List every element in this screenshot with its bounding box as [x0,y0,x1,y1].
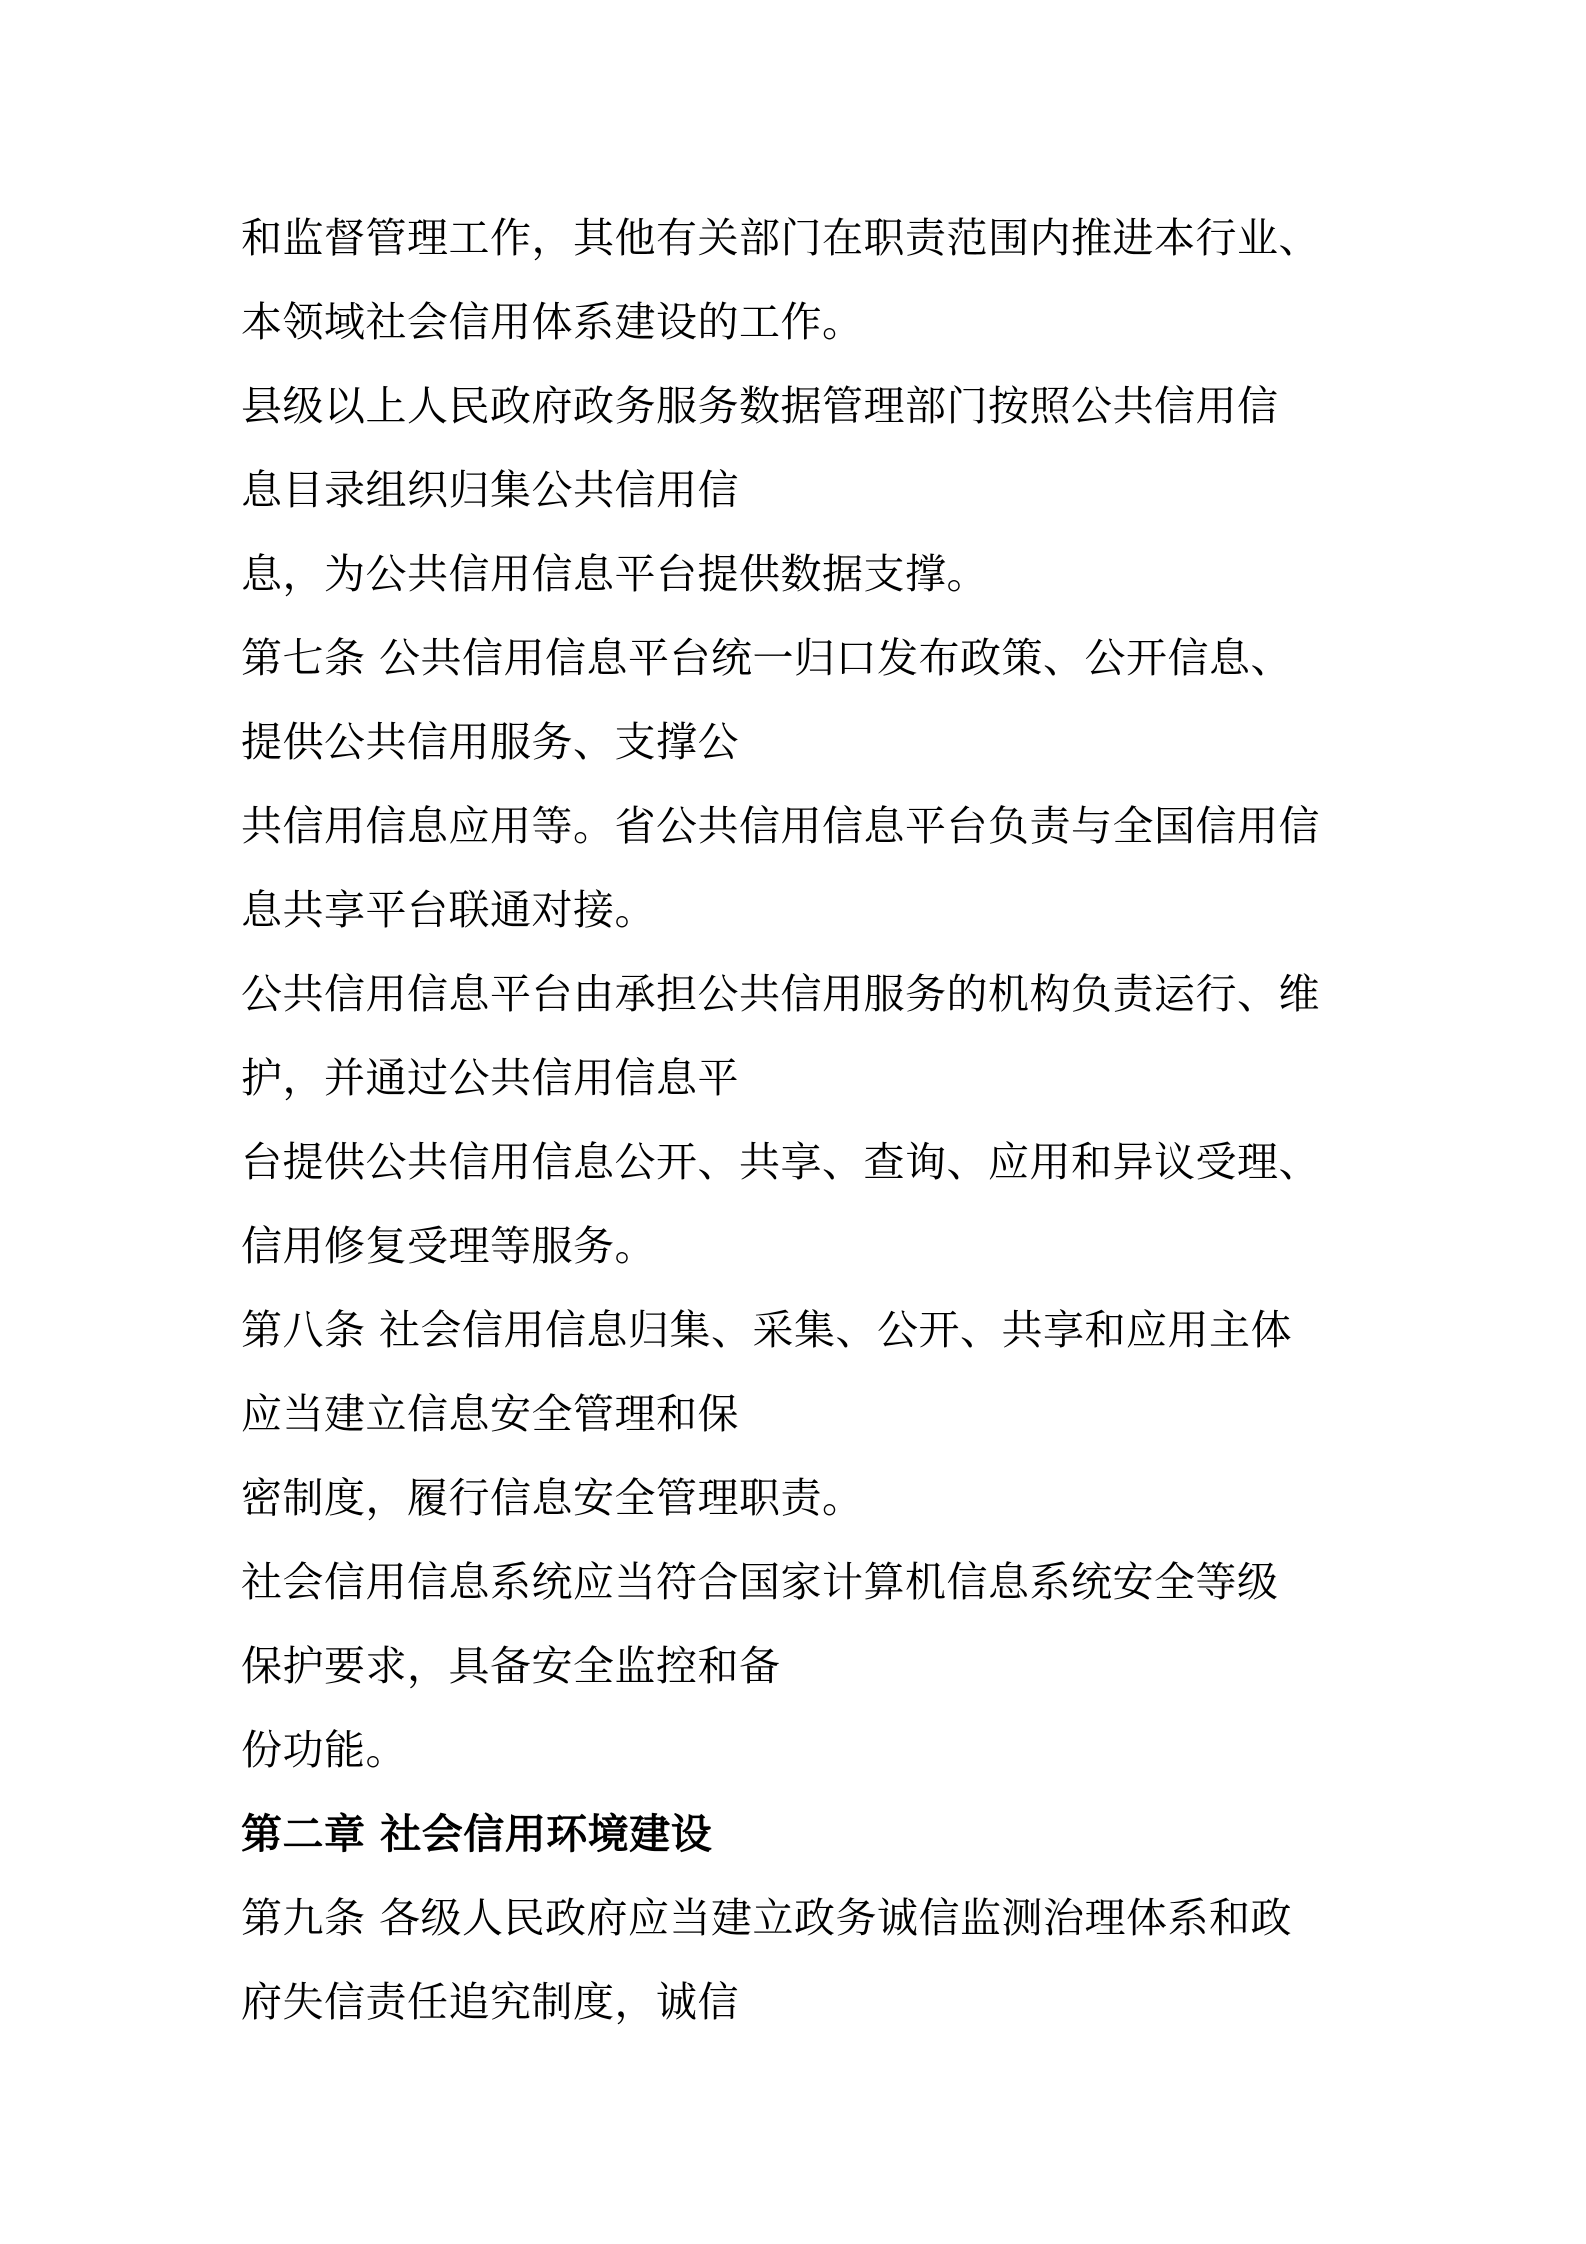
text-line: 护，并通过公共信用信息平 [241,1054,739,1102]
article-9-line: 第九条 各级人民政府应当建立政务诚信监测治理体系和政 [241,1894,1293,1942]
text-line: 共信用信息应用等。省公共信用信息平台负责与全国信用信 [241,802,1320,850]
document-body [241,196,1361,2044]
text-line: 息，为公共信用信息平台提供数据支撑。 [241,550,988,598]
text-line: 提供公共信用服务、支撑公 [241,718,739,766]
text-line: 公共信用信息平台由承担公共信用服务的机构负责运行、维 [241,970,1320,1018]
text-line: 本领域社会信用体系建设的工作。 [241,298,864,346]
text-line: 台提供公共信用信息公开、共享、查询、应用和异议受理、 [241,1138,1320,1186]
article-7-line: 第七条 公共信用信息平台统一归口发布政策、公开信息、 [241,634,1293,682]
text-line: 县级以上人民政府政务服务数据管理部门按照公共信用信 [241,382,1279,430]
article-8-line: 第八条 社会信用信息归集、采集、公开、共享和应用主体 [241,1306,1293,1354]
text-line: 府失信责任追究制度，诚信 [241,1978,739,2026]
text-line: 应当建立信息安全管理和保 [241,1390,739,1438]
text-line: 份功能。 [241,1726,407,1774]
text-line: 信用修复受理等服务。 [241,1222,656,1270]
text-line: 息目录组织归集公共信用信 [241,466,739,514]
text-line: 息共享平台联通对接。 [241,886,656,934]
text-line: 和监督管理工作，其他有关部门在职责范围内推进本行业、 [241,214,1320,262]
text-line: 密制度，履行信息安全管理职责。 [241,1474,864,1522]
text-line: 保护要求，具备安全监控和备 [241,1642,781,1690]
text-line: 社会信用信息系统应当符合国家计算机信息系统安全等级 [241,1558,1279,1606]
chapter-2-heading: 第二章 社会信用环境建设 [241,1810,713,1858]
